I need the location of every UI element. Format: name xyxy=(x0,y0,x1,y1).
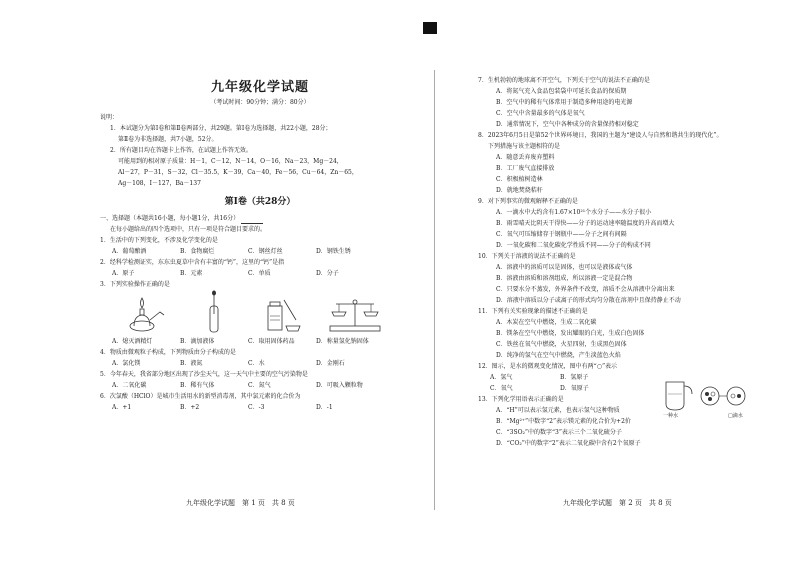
note-line: Al－27，P－31，S－32，Cl－35.5，K－39，Ca－40，Fe－56，Cu－64，Zn－65， xyxy=(118,169,358,176)
note-line: 2．所有题目均在答题卡上作答，在试题上作答无效。 xyxy=(110,147,252,154)
q2-options xyxy=(100,268,420,279)
option: D．称量氢化钠固体 xyxy=(316,338,369,345)
figure-label-right: □滴水 xyxy=(728,413,743,419)
alcohol-lamp-icon xyxy=(120,290,188,334)
q5-options xyxy=(100,380,420,391)
question-3: 3．下列实验操作正确的是 xyxy=(100,281,170,288)
option: C．铁丝在氧气中燃烧，火星四射，生成黑色固体 xyxy=(496,341,627,348)
option: B．滴加液体 xyxy=(180,338,215,345)
option: A．溶液中的溶质可以是固体，也可以是液体或气体 xyxy=(496,264,633,271)
part1-sub: 在每小题给出的四个选项中，只有一项是符合题目要求的。 xyxy=(110,226,267,233)
option: A．“H”可以表示氢元素，也表示氢气这种物质 xyxy=(496,407,620,414)
left-page xyxy=(100,75,420,413)
option: D．纯净的氢气在空气中燃烧，产生淡蓝色火焰 xyxy=(496,352,621,359)
question-8-cont: 下列措施与该主题相符的是 xyxy=(488,143,561,150)
note-line: 可能用到的相对原子质量：H－1，C－12，N－14，O－16，Na－23，Mg－24， xyxy=(118,158,343,165)
solid-reagent-icon xyxy=(256,290,324,334)
q4-options xyxy=(100,358,420,369)
option: B．氢原子 xyxy=(560,374,589,381)
option: B．工厂废气直接排放 xyxy=(496,165,555,172)
option: A．原子 xyxy=(112,270,135,277)
option: D．金刚石 xyxy=(316,360,345,367)
option: D．通常情况下，空气中各种成分的含量保持相对稳定 xyxy=(496,121,639,128)
q3-figures xyxy=(100,290,420,334)
option: A．将氮气充入食品包装袋中可延长食品的保质期 xyxy=(496,88,627,95)
option: B．液氮 xyxy=(180,360,203,367)
option: D．可吸入颗粒物 xyxy=(316,382,363,389)
q3-options xyxy=(100,336,420,347)
option: B．溶液由溶质和溶剂组成，所以溶液一定是混合物 xyxy=(496,275,633,282)
notes-head: 说明： xyxy=(100,114,119,121)
option: B．“Mg²⁺”中数字“2”表示镁元素的化合价为+2价 xyxy=(496,418,631,425)
note-line: Ag－108，I－127，Ba－137 xyxy=(118,180,201,187)
q1-options xyxy=(100,246,420,257)
question-12: 12．图示，是水的微观变化情况，图中有两“○”表示 xyxy=(478,363,618,370)
exam-title: 九年级化学试题 xyxy=(210,80,309,95)
option: C．氧气 xyxy=(490,385,513,392)
question-4: 4．物质由微观粒子构成，下列物质由分子构成的是 xyxy=(100,349,236,356)
question-11: 11．下列有关实验现象的描述不正确的是 xyxy=(478,308,588,315)
option: C．单质 xyxy=(248,270,271,277)
question-13: 13．下列化学用语表示正确的是 xyxy=(478,396,564,403)
option: B．空气中的稀有气体常用于制造多种用途的电光源 xyxy=(496,99,633,106)
option: B．+2 xyxy=(180,404,200,411)
option: A．木炭在空气中燃烧，生成二氧化碳 xyxy=(496,319,597,326)
right-footer: 九年级化学试题 第 2 页 共 8 页 xyxy=(563,499,672,507)
option: C．只要水分不蒸发，外界条件不改变，溶质不会从溶液中分离出来 xyxy=(496,286,675,293)
question-9: 9．对下列事实的微观解释不正确的是 xyxy=(478,198,578,205)
option: D．一氧化碳和二氧化碳化学性质不同——分子的构成不同 xyxy=(496,242,651,249)
question-10: 10．下列关于溶液的说法不正确的是 xyxy=(478,253,576,260)
option: A．一滴水中大约含有1.67×10²¹个水分子——水分子很小 xyxy=(496,209,652,216)
option: D．就地焚烧秸秆 xyxy=(496,187,543,194)
question-2: 2．经科学检测证实，东东虫夏草中含有丰富的“钙”，这里的“钙”是指 xyxy=(100,259,285,266)
option: D．“CO₂”中的数字“2”表示二氧化碳中含有2个氧原子 xyxy=(496,440,641,447)
note-line: 第Ⅱ卷为非选择题，共7小题，52分。 xyxy=(118,136,218,143)
option: C．“3SO₂”中的数字“3”表示三个二氧化硫分子 xyxy=(496,429,622,436)
option: B．稀有气体 xyxy=(180,382,215,389)
question-5: 5．今年春天，我省部分地区出现了沙尘天气，这一天气中主要的空气污染物是 xyxy=(100,371,308,378)
note-line: 1．本试题分为第Ⅰ卷和第Ⅱ卷两部分，共29题。第Ⅰ卷为选择题，共22小题，28分； xyxy=(110,125,332,132)
option: D．溶液中溶质以分子或离子的形式均匀分散在溶剂中且保持静止不动 xyxy=(496,297,681,304)
option: D．钢铁生锈 xyxy=(316,248,351,255)
option: B．元素 xyxy=(180,270,203,277)
option: D．-1 xyxy=(316,404,333,411)
question-8: 8．2023年6月5日是第52个世界环境日，我国的主题为“建设人与自然和谐共生的现代化”。 xyxy=(478,132,723,139)
option: C．氮气 xyxy=(248,382,271,389)
question-1: 1．生活中的下列变化，不涉及化学变化的是 xyxy=(100,237,218,244)
option: C．钢丝灯丝 xyxy=(248,248,283,255)
page-divider xyxy=(434,70,435,510)
exam-subtitle: （考试时间：90分钟；满分：80分） xyxy=(210,99,310,106)
option: B．食物腐烂 xyxy=(180,248,215,255)
option: C．积极植树造林 xyxy=(496,176,543,183)
option: A．+1 xyxy=(112,404,132,411)
option: C．水 xyxy=(248,360,265,367)
option: C．空气中含量最多的气体是氧气 xyxy=(496,110,585,117)
option: B．雨雪晴天比阴天干得快——分子的运动速率随温度的升高而增大 xyxy=(496,220,675,227)
dropper-tube-icon xyxy=(188,290,256,334)
option: B．镁条在空气中燃烧，发出耀眼的白光，生成白色固体 xyxy=(496,330,645,337)
option: A．氯化镁 xyxy=(112,360,141,367)
question-6: 6．次氯酸（HClO）是城市生活用水的新型消毒剂，其中氯元素的化合价为 xyxy=(100,393,301,400)
option: C．氧气可压缩储存于钢瓶中——分子之间有间隔 xyxy=(496,231,627,238)
option: A．二氧化碳 xyxy=(112,382,147,389)
option: C．取用固体药品 xyxy=(248,338,295,345)
q6-options xyxy=(100,402,420,413)
part1-head: 一、选择题（本题共16小题，每小题1分，共16分） xyxy=(100,213,420,224)
option: A．葡萄酿酒 xyxy=(112,248,147,255)
option: A．随意丢弃废弃塑料 xyxy=(496,154,555,161)
option: A．熄灭酒精灯 xyxy=(112,338,153,345)
scan-mark xyxy=(423,22,437,34)
balance-scale-icon xyxy=(324,290,392,334)
figure-label-left: 一种水 xyxy=(663,413,679,419)
option: D．分子 xyxy=(316,270,339,277)
option: A．氢气 xyxy=(490,374,513,381)
option: C．-3 xyxy=(248,404,265,411)
option: D．氧原子 xyxy=(560,385,589,392)
question-7: 7．生机勃勃的地球离不开空气，下列关于空气的说法不正确的是 xyxy=(478,77,650,84)
left-footer: 九年级化学试题 第 1 页 共 8 页 xyxy=(186,499,295,507)
section-title: 第Ⅰ卷（共28分） xyxy=(224,197,296,207)
